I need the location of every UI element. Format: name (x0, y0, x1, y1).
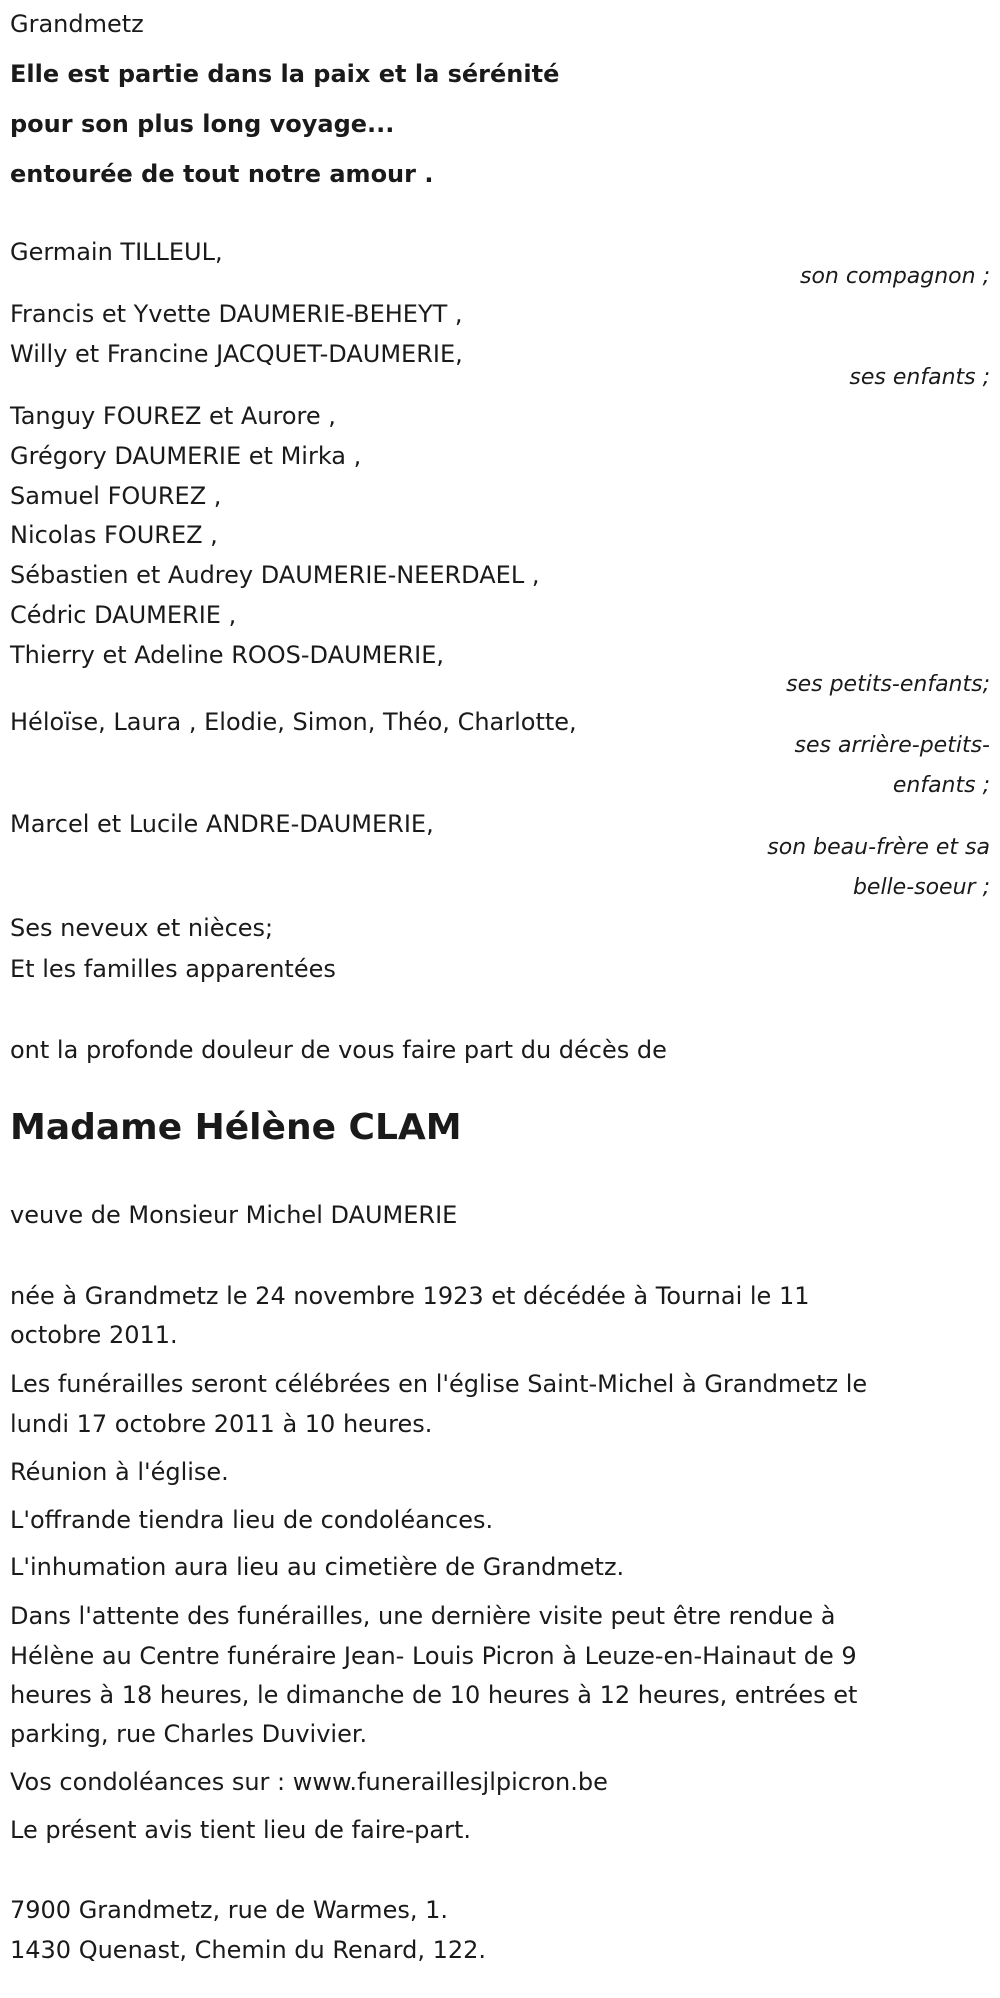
in-laws-names: Marcel et Lucile ANDRE-DAUMERIE, (10, 810, 434, 838)
in-laws-role: belle-soeur ; (852, 875, 990, 900)
condolences-link[interactable]: Vos condoléances sur : www.funeraillesjlpicron.be (10, 1768, 608, 1796)
children-role: ses enfants ; (849, 365, 990, 390)
quote-line: Elle est partie dans la paix et la sérénité (10, 60, 560, 88)
widow-of: veuve de Monsieur Michel DAUMERIE (10, 1201, 458, 1229)
grandchild-name: Nicolas FOUREZ , (10, 521, 218, 549)
detail-line: Le présent avis tient lieu de faire-part. (10, 1816, 472, 1844)
deceased-name: Madame Hélène CLAM (10, 1107, 462, 1148)
announcement-intro: ont la profonde douleur de vous faire part du décès de (10, 1036, 667, 1064)
relatives-line: Ses neveux et nièces; (10, 914, 274, 942)
great-grandchildren-names: Héloïse, Laura , Elodie, Simon, Théo, Charlotte, (10, 708, 577, 736)
detail-line: lundi 17 octobre 2011 à 10 heures. (10, 1410, 433, 1438)
grandchild-name: Cédric DAUMERIE , (10, 601, 237, 629)
place-heading: Grandmetz (10, 10, 144, 38)
in-laws-role: son beau-frère et sa (767, 835, 990, 860)
grandchildren-role: ses petits-enfants; (786, 672, 990, 697)
companion-name: Germain TILLEUL, (10, 238, 223, 266)
quote-line: entourée de tout notre amour . (10, 160, 434, 188)
detail-line: L'inhumation aura lieu au cimetière de Grandmetz. (10, 1553, 625, 1581)
address-line: 7900 Grandmetz, rue de Warmes, 1. (10, 1896, 448, 1924)
detail-line: Réunion à l'église. (10, 1458, 229, 1486)
detail-line: L'offrande tiendra lieu de condoléances. (10, 1506, 494, 1534)
detail-line: parking, rue Charles Duvivier. (10, 1720, 368, 1748)
detail-line: Les funérailles seront célébrées en l'église Saint-Michel à Grandmetz le (10, 1370, 868, 1398)
companion-role: son compagnon ; (799, 264, 990, 289)
quote-line: pour son plus long voyage... (10, 110, 395, 138)
grandchild-name: Sébastien et Audrey DAUMERIE-NEERDAEL , (10, 561, 540, 589)
grandchild-name: Samuel FOUREZ , (10, 482, 222, 510)
relatives-line: Et les familles apparentées (10, 955, 336, 983)
grandchild-name: Thierry et Adeline ROOS-DAUMERIE, (10, 641, 445, 669)
address-line: 1430 Quenast, Chemin du Renard, 122. (10, 1936, 487, 1964)
child-name: Francis et Yvette DAUMERIE-BEHEYT , (10, 300, 463, 328)
grandchild-name: Grégory DAUMERIE et Mirka , (10, 442, 362, 470)
detail-line: née à Grandmetz le 24 novembre 1923 et décédée à Tournai le 11 (10, 1282, 810, 1310)
detail-line: heures à 18 heures, le dimanche de 10 heures à 12 heures, entrées et (10, 1681, 858, 1709)
detail-line: Dans l'attente des funérailles, une dernière visite peut être rendue à (10, 1602, 836, 1630)
detail-line: octobre 2011. (10, 1321, 178, 1349)
great-grandchildren-role: enfants ; (892, 773, 990, 798)
grandchild-name: Tanguy FOUREZ et Aurore , (10, 402, 336, 430)
child-name: Willy et Francine JACQUET-DAUMERIE, (10, 340, 463, 368)
great-grandchildren-role: ses arrière-petits- (794, 733, 990, 758)
detail-line: Hélène au Centre funéraire Jean- Louis Picron à Leuze-en-Hainaut de 9 (10, 1642, 857, 1670)
